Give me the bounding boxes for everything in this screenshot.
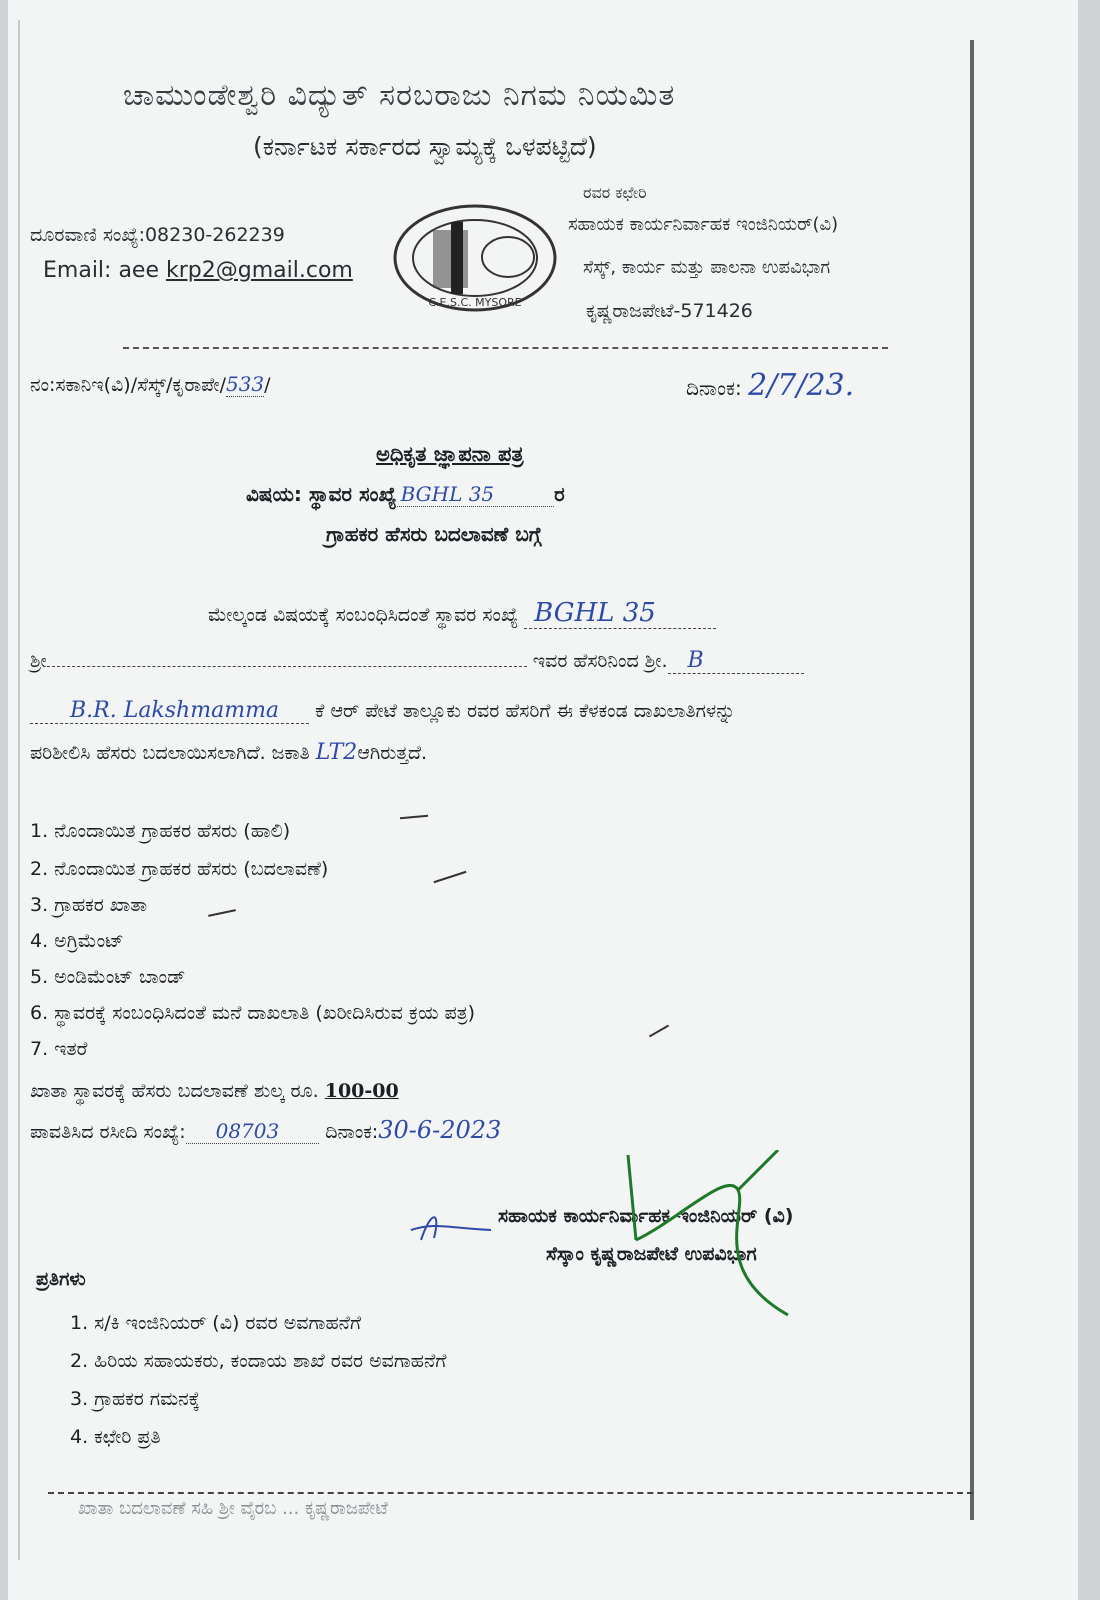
subject-label: ವಿಷಯ: ಸ್ಥಾವರ ಸಂಖ್ಯೆ [246, 482, 397, 506]
receipt-number-hand: 08703 [186, 1119, 320, 1144]
email-address: krp2@gmail.com [166, 258, 353, 283]
body-line1-text: ಮೇಲ್ಕಂಡ ವಿಷಯಕ್ಕೆ ಸಂಬಂಧಿಸಿದಂತೆ ಸ್ಥಾವರ ಸಂಖ್ಯೆ [208, 604, 519, 626]
fee-label: ಖಾತಾ ಸ್ಥಾವರಕ್ಕೆ ಹೆಸರು ಬದಲಾವಣೆ ಶುಲ್ಕ ರೂ. [30, 1080, 319, 1102]
office-line1: ಸಹಾಯಕ ಕಾರ್ಯನಿರ್ವಾಹಕ ಇಂಜಿನಿಯರ್(ವಿ) [568, 214, 839, 235]
organization-subtitle: (ಕರ್ನಾಟಕ ಸರ್ಕಾರದ ಸ್ವಾಮ್ಯಕ್ಕೆ ಒಳಪಟ್ಟಿದೆ) [253, 132, 597, 161]
body-line2 [30, 648, 804, 673]
copy-item-3: 3. ಗ್ರಾಹಕರ ಗಮನಕ್ಕೆ [70, 1388, 200, 1410]
reference-number-hand: 533 [225, 372, 265, 396]
organization-name: ಚಾಮುಂಡೇಶ್ವರಿ ವಿದ್ಯುತ್ ಸರಬರಾಜು ನಿಗಮ ನಿಯಮಿತ [123, 78, 676, 113]
tick-mark [649, 1025, 669, 1038]
receipt-line [30, 1116, 501, 1144]
body-line2-mid: ಇವರ ಹೆಸರಿನಿಂದ ಶ್ರೀ. [532, 650, 668, 672]
receipt-date-hand: 30-6-2023 [378, 1116, 502, 1144]
receipt-label: ಪಾವತಿಸಿದ ರಸೀದಿ ಸಂಖ್ಯೆ: [30, 1121, 186, 1143]
document-item-7: 7. ಇತರೆ [30, 1038, 88, 1060]
body-line3-text: ಕೆ ಆರ್ ಪೇಟೆ ತಾಲ್ಲೂಕು ರವರ ಹೆಸರಿಗೆ ಈ ಕೆಳಕಂಡ ದಾಖಲಾತಿಗಳನ್ನು [315, 700, 736, 722]
document-item-1: 1. ನೊಂದಾಯಿತ ಗ್ರಾಹಕರ ಹೆಸರು (ಹಾಲಿ) [30, 820, 291, 842]
initials-signature [406, 1200, 496, 1250]
tick-mark [208, 909, 236, 917]
email-label: Email: aee [43, 258, 166, 283]
document-item-6: 6. ಸ್ಥಾವರಕ್ಕೆ ಸಂಬಂಧಿಸಿದಂತೆ ಮನೆ ದಾಖಲಾತಿ (ಖರೀದಿಸಿರುವ ಕ್ರಯ ಪತ್ರ) [30, 1002, 476, 1024]
copy-item-1: 1. ಸ/ಕಿ ಇಂಜಿನಿಯರ್ (ವಿ) ರವರ ಅವಗಾಹನೆಗೆ [70, 1312, 361, 1334]
subject-suffix: ರ [554, 482, 565, 506]
header-divider [123, 347, 888, 349]
office-line2: ಸೆಸ್ಕ್, ಕಾರ್ಯ ಮತ್ತು ಪಾಲನಾ ಉಪವಿಭಾಗ [583, 257, 831, 278]
page-edge-left [18, 20, 20, 1560]
footer-divider [48, 1492, 973, 1494]
body-line4-suffix: ಆಗಿರುತ್ತದೆ. [357, 742, 428, 764]
office-address: ಕೃಷ್ಣರಾಜಪೇಟೆ-571426 [586, 300, 753, 322]
footer-text: ಖಾತಾ ಬದಲಾವಣೆ ಸಹಿ ಶ್ರೀ ವೈರಬ ... ಕೃಷ್ಣರಾಜಪೇಟೆ [78, 1498, 388, 1519]
logo-text: C.E.S.C. MYSORE [428, 296, 522, 309]
receipt-date-label: ದಿನಾಂಕ: [325, 1121, 379, 1143]
reference-suffix: / [264, 374, 271, 396]
email [43, 258, 353, 283]
body-line3-hand: B.R. Lakshmamma [30, 698, 309, 724]
signatory-office: ಸೆಸ್ಕಾಂ ಕೃಷ್ಣರಾಜಪೇಟೆ ಉಪವಿಭಾಗ [546, 1243, 757, 1265]
document-item-4: 4. ಅಗ್ರಿಮೆಂಟ್ [30, 930, 124, 952]
tick-mark [400, 815, 428, 819]
body-line4-hand: LT2 [315, 740, 358, 765]
fee-amount: 100-00 [324, 1080, 399, 1102]
subject-line [246, 482, 565, 506]
body-line4 [30, 740, 427, 765]
body-line2-blank [47, 666, 527, 667]
cesc-logo [393, 202, 558, 314]
document-item-3: 3. ಗ್ರಾಹಕರ ಖಾತಾ [30, 894, 148, 916]
reference-prefix: ನಂ:ಸಕಾನಿಇ(ವಿ)/ಸೆಸ್ಕ್/ಕೃರಾಪೇ/ [30, 374, 226, 396]
body-line3 [30, 698, 735, 723]
copy-item-4: 4. ಕಛೇರಿ ಪ್ರತಿ [70, 1426, 161, 1448]
signatory-title: ಸಹಾಯಕ ಕಾರ್ಯನಿರ್ವಾಹಕ ಇಂಜಿನಿಯರ್ (ವಿ) [498, 1205, 794, 1227]
body-line1 [208, 598, 716, 628]
subject-line2: ಗ್ರಾಹಕರ ಹೆಸರು ಬದಲಾವಣೆ ಬಗ್ಗೆ [326, 522, 542, 546]
body-line4-text: ಪರಿಶೀಲಿಸಿ ಹೆಸರು ಬದಲಾಯಿಸಲಾಗಿದೆ. ಜಕಾತಿ [30, 742, 310, 764]
document-page [8, 0, 1078, 1600]
reference-date [686, 368, 854, 403]
reference-number [30, 372, 271, 396]
date-hand: 2/7/23. [748, 368, 855, 403]
page-edge-right [970, 40, 974, 1520]
copy-item-2: 2. ಹಿರಿಯ ಸಹಾಯಕರು, ಕಂದಾಯ ಶಾಖೆ ರವರ ಅವಗಾಹನೆಗೆ [70, 1350, 447, 1372]
official-signature [618, 1150, 818, 1320]
document-item-2: 2. ನೊಂದಾಯಿತ ಗ್ರಾಹಕರ ಹೆಸರು (ಬದಲಾವಣೆ) [30, 858, 329, 880]
subject-hand: BGHL 35 [397, 482, 555, 507]
date-label: ದಿನಾಂಕ: [686, 376, 742, 400]
body-line2-hand: B [668, 648, 804, 674]
fee-line [30, 1080, 399, 1102]
phone-number: ದೂರವಾಣಿ ಸಂಖ್ಯೆ:08230-262239 [30, 224, 285, 246]
body-line2-prefix: ಶ್ರೀ [30, 650, 47, 672]
memo-heading: ಅಧಿಕೃತ ಜ್ಞಾಪನಾ ಪತ್ರ [376, 442, 524, 466]
document-item-5: 5. ಅಂಡಿಮೆಂಟ್ ಬಾಂಡ್ [30, 966, 186, 988]
tick-mark [434, 871, 467, 883]
copies-heading: ಪ್ರತಿಗಳು [36, 1268, 86, 1290]
office-top: ರವರ ಕಛೇರಿ [583, 183, 647, 202]
body-line1-hand: BGHL 35 [524, 598, 716, 629]
